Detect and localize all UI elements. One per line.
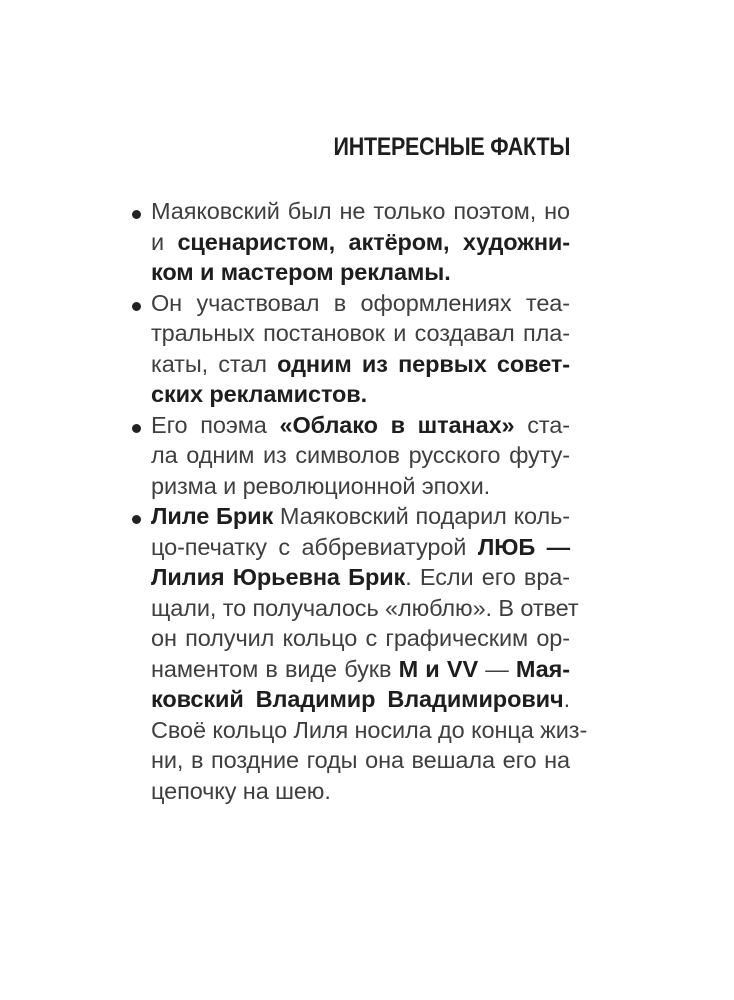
bold-text-run: Лиле Брик [151,503,274,529]
fact-line [151,379,570,410]
fact-line [151,684,570,715]
fact-item [130,196,570,288]
fact-line [151,654,570,685]
bullet-dot-icon [132,515,141,524]
bold-text-run: ковский Владимир Владимирович [151,686,564,712]
bold-text-run: Лилия Юрьевна Брик [151,564,406,590]
text-run: ста- [514,411,570,438]
fact-line [151,715,588,746]
fact-line [151,776,570,807]
bullet-dot-icon [132,302,141,311]
fact-line [151,745,570,776]
fact-line [151,532,570,563]
bold-text-run: «Облако в штанах» [279,411,515,438]
text-run: ни, в поздние годы она вешала его на [151,747,570,773]
bold-text-run: М и VV [398,655,479,682]
bold-text-run: ЛЮБ — [477,533,570,560]
text-run: Своё кольцо Лиля носила до конца жиз- [151,716,588,743]
bold-text-run: ских рекламистов. [151,381,368,407]
text-run: цо-печатку с аббревиатурой [151,533,478,560]
fact-item [130,501,588,806]
fact-line [151,471,570,502]
fact-line [151,440,570,471]
fact-line [151,593,579,624]
fact-item [130,288,570,410]
text-run: — [478,655,516,682]
fact-line [151,288,570,319]
fact-item [130,410,570,502]
bold-text-run: ком и мастером рекламы. [151,259,451,285]
bullet-dot-icon [132,210,141,219]
text-run: тральных постановок и создавал пла- [151,320,570,346]
fact-line [151,196,570,227]
fact-line [151,501,570,532]
fact-line [151,349,570,380]
text-run: цепочку на шею. [151,777,331,804]
text-run: Маяковский подарил коль- [273,503,570,529]
text-run: ризма и революционной эпохи. [151,472,491,499]
text-run: Он участвовал в оформлениях теа- [151,289,570,316]
bullet-dot-icon [132,424,141,433]
text-run: щали, то получалось «люблю». В ответ [151,594,579,621]
fact-line [151,227,570,258]
bold-text-run: сценаристом, актёром, художни- [177,228,570,255]
fact-line [151,410,570,441]
fact-line [151,318,570,349]
text-run: и [151,228,178,255]
fact-line [151,562,570,593]
text-run: Его поэма [151,411,280,438]
text-run: . Если его вра- [405,564,570,590]
text-run: . [563,686,570,712]
facts-list [130,196,588,806]
fact-line [151,623,570,654]
text-run: он получил кольцо с графическим ор- [151,625,570,651]
fact-line [151,257,570,288]
text-run: каты, стал [151,350,278,377]
text-run: наментом в виде букв [151,655,399,682]
text-run: ла одним из символов русского футу- [151,442,570,468]
bold-text-run: Мая- [515,655,570,682]
text-run: Маяковский был не только поэтом, но [151,198,570,224]
bold-text-run: одним из первых совет- [277,350,570,377]
section-title: ИНТЕРЕСНЫЕ ФАКТЫ [333,133,570,161]
